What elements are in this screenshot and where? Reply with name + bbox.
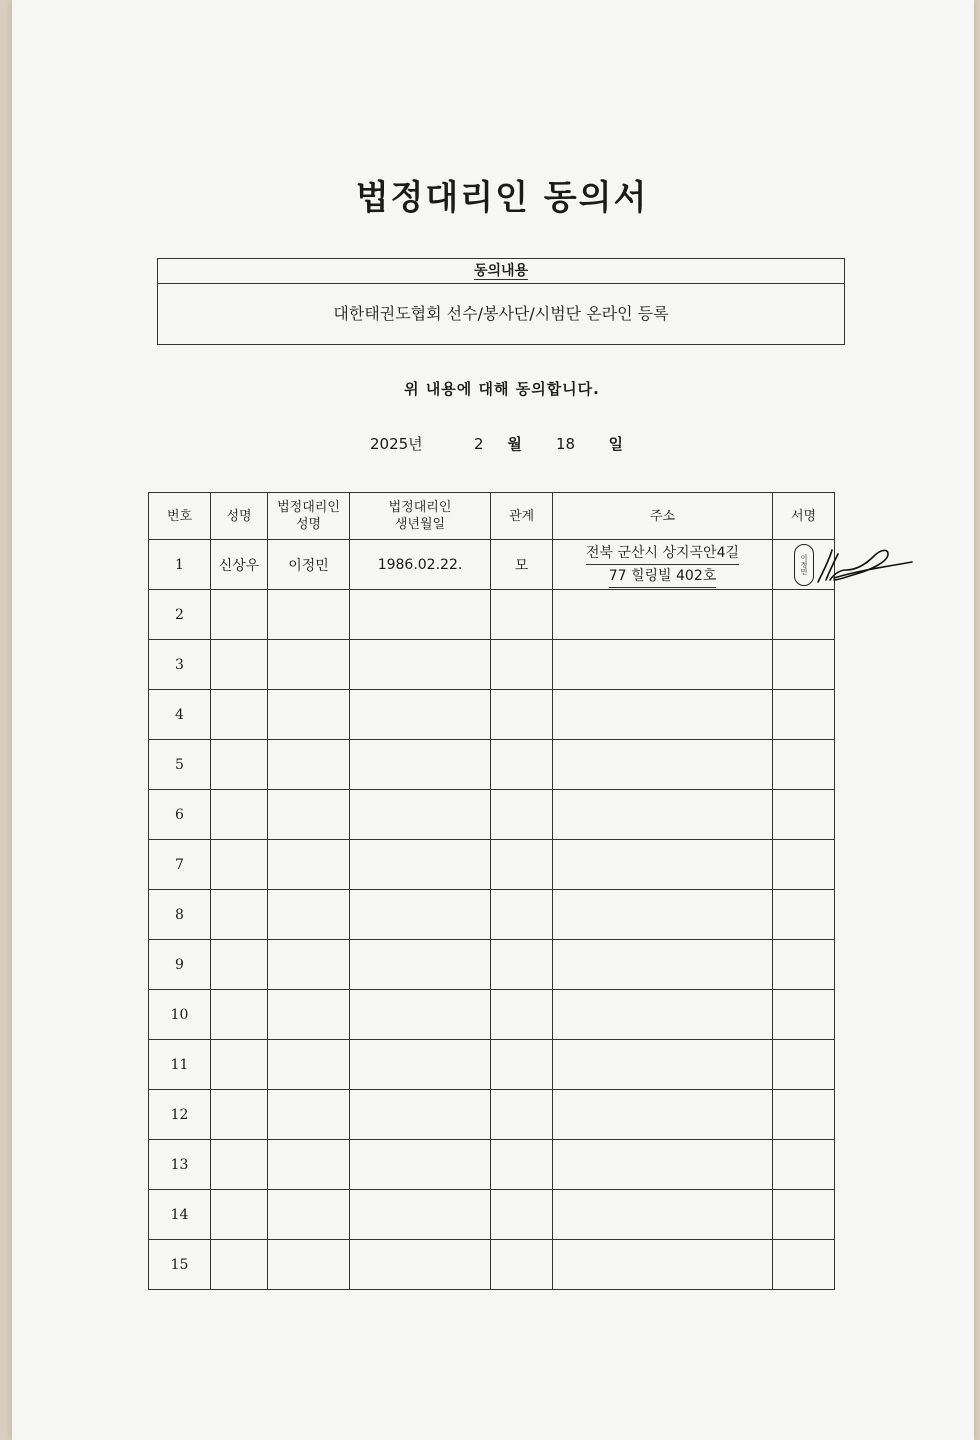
table-row [149, 590, 835, 640]
table-row [149, 640, 835, 690]
header-no: 번호 [149, 493, 211, 540]
address-line-2: 77 힐링빌 402호 [609, 565, 717, 588]
table-row [149, 790, 835, 840]
cell-no: 10 [149, 990, 211, 1040]
header-guardian-birth-line1: 법정대리인 [388, 500, 452, 515]
cell-no: 4 [149, 690, 211, 740]
table-row [149, 540, 835, 590]
table-row [149, 1190, 835, 1240]
cell-no: 14 [149, 1190, 211, 1240]
table-row [149, 1090, 835, 1140]
handwritten-signature [800, 540, 920, 590]
cell-no: 3 [149, 640, 211, 690]
table-header-row [149, 493, 835, 540]
table-row [149, 740, 835, 790]
seal-stamp: 이정민 [794, 544, 814, 586]
header-relation: 관계 [491, 493, 553, 540]
table-row [149, 890, 835, 940]
header-name: 성명 [211, 493, 268, 540]
table-row [149, 1140, 835, 1190]
cell-relation: 모 [491, 540, 553, 590]
date-month [474, 434, 534, 454]
date-day-label: 일 [608, 435, 623, 453]
table-row [149, 1240, 835, 1290]
consent-header [158, 259, 844, 284]
consent-content-box [157, 258, 845, 345]
consent-text: 대한태권도협회 선수/봉사단/시범단 온라인 등록 [333, 304, 669, 323]
guardian-table [148, 492, 835, 1290]
consent-header-text: 동의내용 [473, 263, 529, 279]
cell-no: 12 [149, 1090, 211, 1140]
cell-name: 신상우 [211, 540, 268, 590]
date-day-value: 18 [556, 435, 576, 453]
cell-no: 6 [149, 790, 211, 840]
table-row [149, 1040, 835, 1090]
cell-no: 8 [149, 890, 211, 940]
table-row [149, 690, 835, 740]
header-guardian-name-line2: 성명 [295, 517, 322, 532]
cell-guardian-birth: 1986.02.22. [350, 540, 491, 590]
cell-no: 7 [149, 840, 211, 890]
table-row [149, 940, 835, 990]
table-row [149, 990, 835, 1040]
cell-no: 11 [149, 1040, 211, 1090]
header-signature: 서명 [773, 493, 835, 540]
date-month-value: 2 [474, 435, 484, 453]
cell-guardian-name: 이정민 [268, 540, 350, 590]
cell-no: 5 [149, 740, 211, 790]
date-month-label: 월 [507, 435, 522, 453]
table-row [149, 840, 835, 890]
header-guardian-name-line1: 법정대리인 [277, 500, 340, 515]
cell-no: 1 [149, 540, 211, 590]
address-line-1: 전북 군산시 상지곡안4길 [586, 542, 739, 565]
agree-statement: 위 내용에 대해 동의합니다. [404, 380, 600, 398]
cell-no: 2 [149, 590, 211, 640]
header-guardian-name [268, 493, 350, 540]
header-guardian-birth-line2: 생년월일 [394, 517, 446, 532]
date-day [556, 434, 636, 454]
document-title: 법정대리인 동의서 [355, 178, 649, 218]
cell-no: 13 [149, 1140, 211, 1190]
cell-no: 9 [149, 940, 211, 990]
date-year: 2025년 [370, 435, 423, 453]
header-guardian-birth [350, 493, 491, 540]
cell-no: 15 [149, 1240, 211, 1290]
cell-address [553, 540, 773, 590]
header-address: 주소 [553, 493, 773, 540]
